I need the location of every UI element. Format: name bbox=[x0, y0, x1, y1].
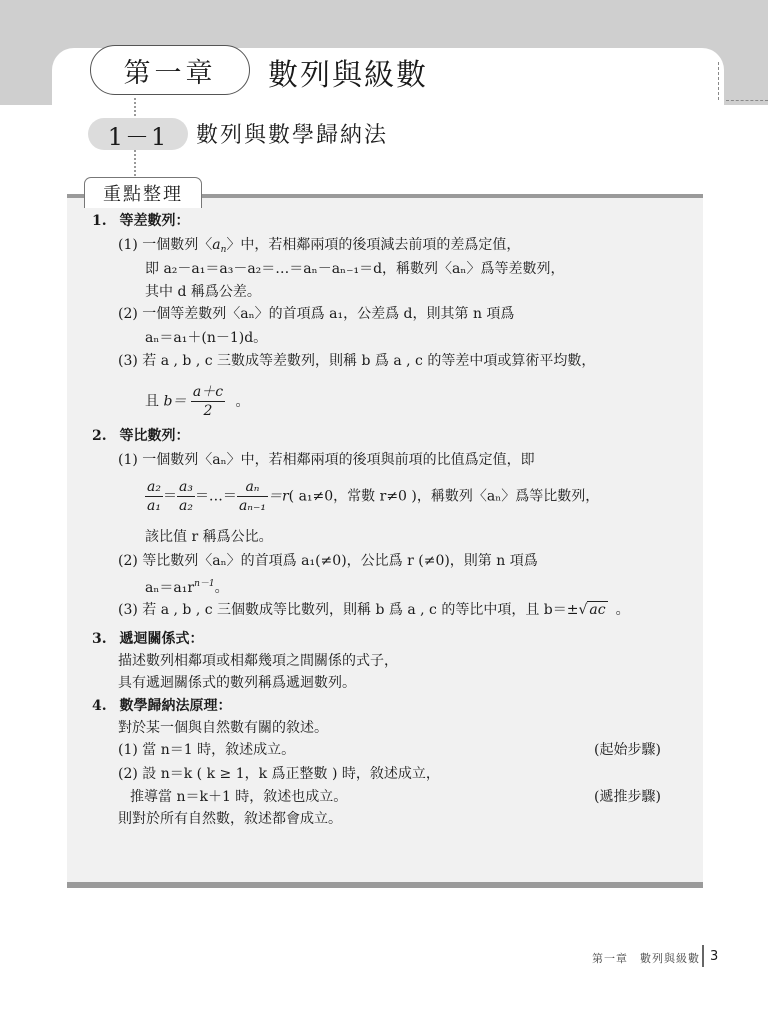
text: 。 bbox=[235, 393, 250, 410]
decorative-dash bbox=[726, 100, 768, 101]
item-3-heading bbox=[92, 630, 204, 648]
item-2-line-5 bbox=[145, 575, 229, 597]
fraction bbox=[237, 478, 268, 515]
fraction bbox=[191, 383, 225, 420]
key-points-tab: 重點整理 bbox=[84, 177, 202, 208]
radicand: ac bbox=[589, 602, 606, 618]
item-4-heading bbox=[92, 697, 232, 715]
section-number: 1－1 bbox=[88, 118, 188, 150]
item-3-line-1: 描述數列相鄰項或相鄰幾項之間關係的式子， bbox=[118, 653, 398, 669]
denominator: a₁ bbox=[147, 498, 161, 514]
var-a: a bbox=[212, 237, 221, 253]
item-4-line-3: (2) 設 n＝k ( k ≥ 1，k 爲正整數 ) 時，敘述成立， bbox=[118, 766, 440, 782]
text: ＝ bbox=[162, 488, 177, 505]
square-root: √ ac bbox=[578, 602, 606, 618]
item-title: 數學歸納法原理： bbox=[119, 698, 232, 714]
item-2-line-6 bbox=[118, 601, 630, 619]
text: ＝r bbox=[267, 488, 289, 505]
item-4-line-2: (1) 當 n＝1 時，敘述成立。 bbox=[118, 742, 296, 758]
text: ＝…＝ bbox=[194, 488, 237, 505]
text: b＝ bbox=[163, 393, 187, 410]
item-1-formula bbox=[145, 383, 250, 420]
superscript: n－1 bbox=[194, 579, 215, 589]
item-4-line-5: 則對於所有自然數，敘述都會成立。 bbox=[118, 811, 342, 827]
decorative-dash bbox=[718, 62, 719, 100]
item-1-line-4: (2) 一個等差數列〈aₙ〉的首項爲 a₁，公差爲 d，則其第 n 項爲 bbox=[118, 306, 515, 322]
numerator: a＋c bbox=[192, 384, 224, 400]
fraction bbox=[177, 478, 195, 515]
item-1-line-3: 其中 d 稱爲公差。 bbox=[145, 284, 261, 300]
denominator: 2 bbox=[191, 401, 225, 420]
text: aₙ＝a₁r bbox=[145, 580, 195, 596]
item-title: 等比數列： bbox=[119, 428, 190, 444]
text: 〉中，若相鄰兩項的後項減去前項的差爲定值， bbox=[226, 237, 521, 253]
text: (3) 若 a , b , c 三個數成等比數列，則稱 b 爲 a , c 的等比中項，且 b＝± bbox=[118, 602, 579, 618]
item-4-line-1: 對於某一個與自然數有關的敘述。 bbox=[118, 720, 328, 736]
item-1-line-1 bbox=[118, 236, 520, 259]
item-number: 4. bbox=[92, 698, 107, 714]
item-1-line-2: 即 a₂－a₁＝a₃－a₂＝…＝aₙ－aₙ₋₁＝d，稱數列〈aₙ〉爲等差數列， bbox=[145, 261, 565, 277]
chapter-title: 數列與級數 bbox=[268, 58, 428, 93]
numerator: aₙ bbox=[245, 479, 260, 495]
denominator: a₂ bbox=[178, 498, 193, 514]
text: ( a₁≠0，常數 r≠0 )，稱數列〈aₙ〉爲等比數列， bbox=[288, 488, 600, 505]
section-title: 數列與數學歸納法 bbox=[196, 123, 389, 148]
text: 。 bbox=[214, 580, 229, 596]
item-title: 等差數列： bbox=[119, 213, 190, 229]
item-4-line-4: 推導當 n＝k＋1 時，敘述也成立。 bbox=[130, 789, 348, 805]
numerator: a₂ bbox=[147, 479, 161, 495]
footer-divider bbox=[702, 945, 704, 967]
fraction bbox=[145, 478, 163, 515]
item-4-note-2: (遞推步驟) bbox=[594, 789, 661, 805]
denominator: aₙ₋₁ bbox=[238, 498, 266, 514]
text: 。 bbox=[615, 602, 630, 618]
item-1-line-5: aₙ＝a₁＋(n－1)d。 bbox=[145, 330, 268, 346]
item-3-line-2: 具有遞迴關係式的數列稱爲遞迴數列。 bbox=[118, 675, 356, 691]
numerator: a₃ bbox=[178, 479, 193, 495]
item-title: 遞迴關係式： bbox=[119, 631, 204, 647]
text: (1) 一個數列〈 bbox=[118, 237, 213, 253]
item-number: 1. bbox=[92, 213, 107, 229]
item-number: 2. bbox=[92, 428, 107, 444]
item-2-heading bbox=[92, 427, 190, 445]
text: 且 bbox=[145, 393, 159, 410]
item-2-formula bbox=[145, 478, 599, 515]
page-number: 3 bbox=[710, 949, 719, 964]
item-2-line-3: 該比值 r 稱爲公比。 bbox=[145, 529, 273, 545]
item-1-heading bbox=[92, 212, 190, 230]
subscript-n: n bbox=[220, 245, 227, 255]
item-1-line-6: (3) 若 a , b , c 三數成等差數列，則稱 b 爲 a , c 的等差中項或算術平均數， bbox=[118, 353, 596, 369]
footer-chapter-text: 第一章 數列與級數 bbox=[592, 952, 700, 965]
chapter-label: 第一章 bbox=[90, 45, 250, 95]
item-2-line-1: (1) 一個數列〈aₙ〉中，若相鄰兩項的後項與前項的比值爲定值，即 bbox=[118, 452, 535, 468]
item-number: 3. bbox=[92, 631, 107, 647]
item-2-line-4: (2) 等比數列〈aₙ〉的首項爲 a₁(≠0)，公比爲 r (≠0)，則第 n 項爲 bbox=[118, 553, 538, 569]
box-bottom-rule bbox=[67, 882, 703, 888]
item-4-note-1: (起始步驟) bbox=[594, 742, 661, 758]
